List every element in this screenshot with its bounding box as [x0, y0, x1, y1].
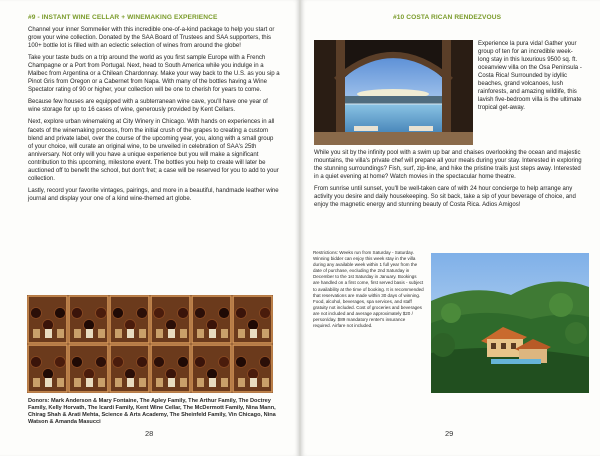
wine-bottle: [137, 308, 148, 319]
wine-label: [86, 378, 93, 387]
wine-bottle: [195, 357, 206, 368]
wine-bottle: [219, 308, 230, 319]
villa-hillside-illustration: [431, 253, 589, 393]
wine-label: [250, 329, 257, 338]
wine-bottle: [84, 320, 95, 331]
wine-paragraph: Take your taste buds on a trip around the world as you first sample Europe with a French Champagne or a Port from Portugal. Next, head to South America while you indulge in a Malbec from Argentina or a Chilean Chardonnay. Make your way back to the U.S. as you sip a Pinot Gris from Oregon or a Cabernet from Napa. With many of the bottles having a Wine Spectator rating of 90 or higher, your collection will be one to cherish for years to come.: [28, 55, 280, 94]
wine-label: [74, 378, 81, 387]
wine-label: [115, 378, 122, 387]
costa-rica-restrictions: Restrictions: Weeks run from Saturday - Saturday. Winning bidder can enjoy this week stay in the villa during any available week within 1 full year from the date of purchase, excluding the 2nd Saturday in December to the 1st Saturday in January. Bookings are handled on a first come, first served basis - subject to availability at the time of booking. It is recommended that reservations are made within 30 days of winning. Food, alcohol, beverages, spa services, and staff gratuity not included. Cost of groceries and beverages are not included and average approximately $20 / person/day. $89 mandatory renter's insurance required. Airfare not included.: [313, 250, 424, 329]
wine-label: [209, 329, 216, 338]
wine-label: [57, 329, 64, 338]
wine-bottle: [207, 369, 218, 380]
wine-label: [221, 378, 228, 387]
villa-pool-photo: [314, 40, 473, 145]
wine-label: [156, 329, 163, 338]
wine-label: [139, 329, 146, 338]
wine-bottle: [260, 308, 271, 319]
wine-label: [168, 329, 175, 338]
wine-label: [57, 378, 64, 387]
wine-label: [33, 378, 40, 387]
wine-label: [127, 329, 134, 338]
wine-label: [115, 329, 122, 338]
wine-label: [156, 378, 163, 387]
wine-bottle: [195, 308, 206, 319]
wine-bottle: [260, 357, 271, 368]
wine-bottle: [207, 320, 218, 331]
wine-donors: Donors: Mark Anderson & Mary Fontaine, The Apley Family, The Arthur Family, The Doctrey Family, Kelly Horvath, The Icardi Family, Kent Wine Cellar, The McDermott Family, Nina Mann, Chirag Shah & Arati Mehta, Science & Arts Academy, The Sheinfeld Family, Vin Chicago, Nina Watson & Amanda Masucci: [28, 398, 276, 425]
wine-bottle: [96, 357, 107, 368]
page-number-left: 28: [145, 429, 154, 438]
page-number-right: 29: [445, 429, 454, 438]
wine-label: [45, 329, 52, 338]
wine-bottle: [236, 308, 247, 319]
wine-bottle: [96, 308, 107, 319]
wine-bottle: [55, 357, 66, 368]
costa-rica-item-heading: #10 COSTA RICAN RENDEZVOUS: [393, 14, 502, 21]
costa-rica-paragraph: From sunrise until sunset, you'll be well-taken care of with 24 hour concierge to help arrange any activity you desire and daily housekeeping. So sit back, take a sip of your beverage of choice, and enjoy the magnetic energy and stunning beauty of Costa Rica. Adios Amigos!: [314, 186, 576, 209]
wine-bottle: [154, 308, 165, 319]
wine-label: [180, 378, 187, 387]
wine-bottle: [125, 369, 136, 380]
wine-shelf-illustration: [27, 295, 273, 393]
wine-bottle: [154, 357, 165, 368]
wine-paragraph: Next, explore urban winemaking at City Winery in Chicago. With hands on experiences in all facets of the winemaking process, from the initial crush of the grapes to creating a custom blend and private label, over the course of the upcoming year, you, along with a small group of your choice, will curate an original wine, to be unveiled in celebration of SAA's 25th anniversary. Not only will you have a unique experience but you will make a significant contribution to this upcoming, milestone event. The bottles you help to create will later be auctioned off to benefit the school, but don't fret; a case will be reserved for you to add to your collection.: [28, 119, 279, 182]
wine-paragraph: Channel your inner Sommelier with this incredible one-of-a-kind package to help you start or grow your wine collection. Donated by the SAA Board of Trustees and SAA supporters, this 100+ bottle lot is filled with an eclectic selection of wines from around the globe!: [28, 27, 275, 50]
wine-label: [238, 329, 245, 338]
wine-bottle: [248, 320, 259, 331]
wine-bottle: [219, 357, 230, 368]
wine-bottle: [236, 357, 247, 368]
wine-bottle: [31, 357, 42, 368]
wine-bottle: [137, 357, 148, 368]
wine-paragraph: Lastly, record your favorite vintages, pairings, and more in a beautiful, handmade leather wine journal and display your one of a kind wine-themed art globe.: [28, 187, 279, 202]
wine-bottle: [113, 357, 124, 368]
wine-bottle: [31, 308, 42, 319]
costa-rica-description: [314, 149, 586, 213]
wine-bottle: [43, 369, 54, 380]
wine-bottle: [72, 308, 83, 319]
wine-bottle: [43, 320, 54, 331]
wine-label: [262, 378, 269, 387]
villa-pool-illustration: [314, 40, 473, 145]
wine-bottle: [178, 357, 189, 368]
wine-bottle: [178, 308, 189, 319]
wine-label: [74, 329, 81, 338]
wine-label: [238, 378, 245, 387]
wine-label: [262, 329, 269, 338]
costa-rica-intro: Experience la pura vida! Gather your group of ten for an incredible week-long stay in this luxurious 9500 sq. ft. oceanview villa on the Osa Peninsula - Costa Rica! Surrounded by idyllic beaches, grand volcanoes, lush rainforests, and amazing wildlife, this lavish five-bedroom villa is the ultimate tropical get-away.: [478, 41, 582, 112]
wine-label: [33, 329, 40, 338]
wine-label: [98, 378, 105, 387]
wine-bottle: [248, 369, 259, 380]
wine-label: [139, 378, 146, 387]
costa-rica-paragraph: While you sit by the infinity pool with a swim up bar and chaises overlooking the ocean and majestic mountains, the villa's private chef will prepare all your meals during your stay. Interested in exploring the stunning surroundings? Fish, surf, zip-line, and hike the pristine trails just steps away. Interested in a quiet evening at home? Watch movies in the spectacular home theatre.: [314, 150, 582, 181]
wine-item-heading: #9 - INSTANT WINE CELLAR + WINEMAKING EXPERIENCE: [28, 14, 218, 21]
wine-label: [209, 378, 216, 387]
wine-bottle: [72, 357, 83, 368]
wine-label: [180, 329, 187, 338]
wine-bottle: [125, 320, 136, 331]
villa-hillside-photo: [431, 253, 589, 393]
wine-label: [250, 378, 257, 387]
wine-label: [221, 329, 228, 338]
wine-item-description: [28, 26, 280, 207]
wine-bottle: [113, 308, 124, 319]
wine-paragraph: Because few houses are equipped with a subterranean wine cave, you'll have one year of wine storage for up to 16 cases of wine, generously provided by Kent Cellars.: [28, 99, 268, 114]
wine-label: [197, 329, 204, 338]
wine-label: [45, 378, 52, 387]
wine-label: [86, 329, 93, 338]
wine-bottle: [166, 369, 177, 380]
wine-bottle: [166, 320, 177, 331]
wine-label: [98, 329, 105, 338]
wine-label: [168, 378, 175, 387]
wine-label: [127, 378, 134, 387]
wine-bottles-photo: [27, 295, 273, 393]
wine-bottle: [84, 369, 95, 380]
wine-label: [197, 378, 204, 387]
wine-bottle: [55, 308, 66, 319]
